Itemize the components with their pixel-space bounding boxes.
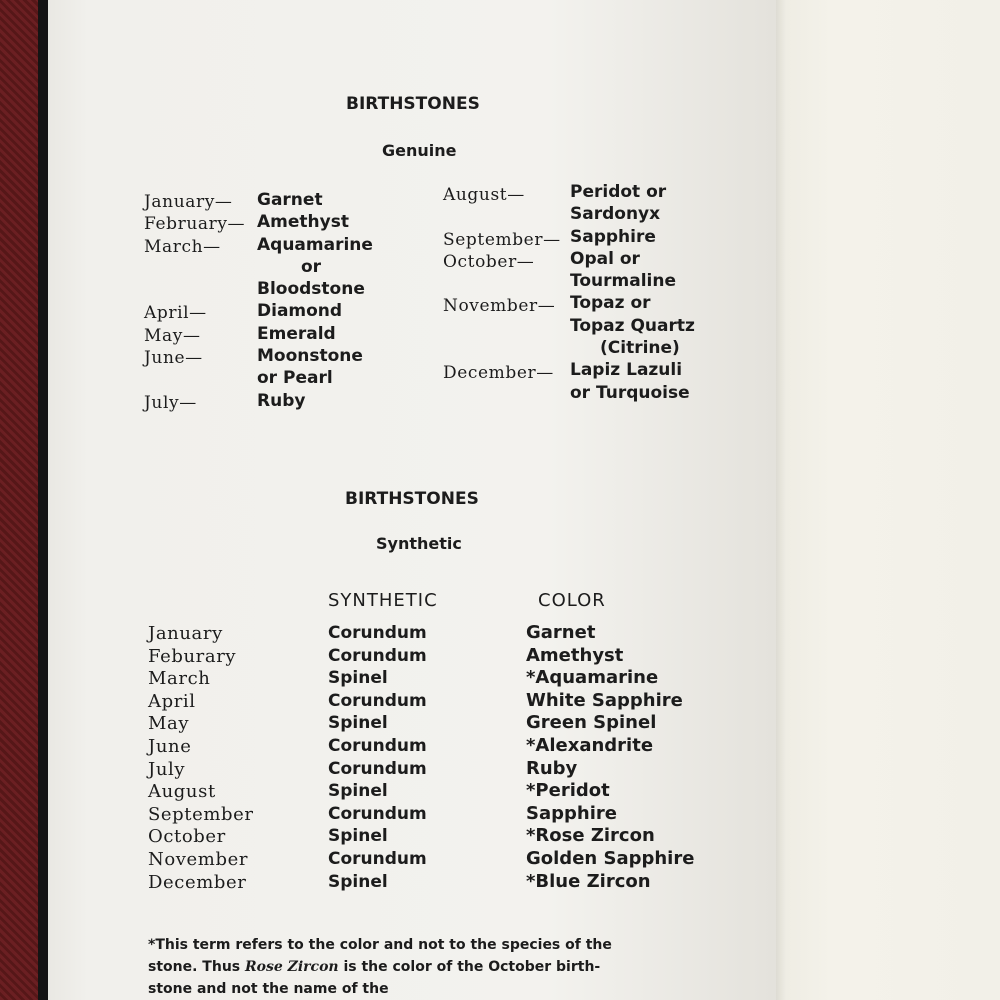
genuine-stone-july: Ruby bbox=[257, 390, 306, 411]
synthetic-month: May bbox=[148, 713, 190, 735]
synthetic-stone: Corundum bbox=[328, 848, 427, 869]
synthetic-stone: Corundum bbox=[328, 758, 427, 779]
color-name: Sapphire bbox=[526, 802, 617, 824]
genuine-stone-august-1: Peridot or bbox=[570, 182, 667, 202]
genuine-month-march: March— bbox=[144, 236, 221, 257]
synthetic-stone: Corundum bbox=[328, 645, 427, 666]
footnote-line-2-end: is the color of the October birth- bbox=[338, 959, 601, 975]
synthetic-month: June bbox=[148, 735, 192, 757]
genuine-stone-october-2: Tourmaline bbox=[570, 271, 676, 292]
color-name: Golden Sapphire bbox=[526, 847, 695, 869]
color-name: *Peridot bbox=[526, 780, 610, 802]
right-blank-page bbox=[772, 0, 1000, 1000]
genuine-month-december: December— bbox=[443, 363, 554, 384]
genuine-right-months bbox=[443, 184, 561, 385]
synthetic-stone: Spinel bbox=[328, 871, 388, 892]
genuine-month-january: January— bbox=[144, 192, 233, 212]
color-name: *Blue Zircon bbox=[526, 870, 651, 892]
synthetic-stone: Spinel bbox=[328, 826, 388, 847]
footnote-line-1: *This term refers to the color and not to the species of the bbox=[148, 937, 612, 953]
synthetic-month: Feburary bbox=[148, 645, 237, 667]
synthetic-stone: Spinel bbox=[328, 668, 388, 689]
color-name: Ruby bbox=[526, 757, 578, 779]
genuine-stone-august-2: Sardonyx bbox=[570, 204, 661, 225]
synthetic-stone: Corundum bbox=[328, 735, 427, 756]
synthetic-month: October bbox=[148, 826, 226, 848]
genuine-stone-march-1: Aquamarine bbox=[257, 234, 373, 255]
genuine-stone-november-3: (Citrine) bbox=[600, 338, 680, 359]
synthetic-title: BIRTHSTONES bbox=[345, 489, 479, 509]
genuine-stone-november-1: Topaz or bbox=[570, 293, 651, 314]
synthetic-month: July bbox=[148, 758, 186, 780]
synthetic-column-header: SYNTHETIC bbox=[328, 590, 438, 611]
synthetic-subtitle: Synthetic bbox=[376, 534, 462, 553]
synthetic-month-column bbox=[148, 623, 254, 894]
color-column bbox=[526, 622, 694, 893]
genuine-stone-june-1: Moonstone bbox=[257, 346, 363, 367]
genuine-title: BIRTHSTONES bbox=[346, 94, 480, 114]
genuine-month-june: June— bbox=[144, 348, 203, 369]
footnote-line-2-start: stone. Thus bbox=[148, 959, 245, 975]
genuine-month-october: October— bbox=[443, 251, 535, 272]
genuine-month-april: April— bbox=[144, 303, 207, 324]
synthetic-month: January bbox=[148, 623, 223, 644]
genuine-month-july: July— bbox=[144, 392, 197, 413]
color-name: *Aquamarine bbox=[526, 667, 659, 689]
synthetic-month: August bbox=[148, 781, 216, 803]
synthetic-stone-column bbox=[328, 622, 427, 893]
genuine-month-november: November— bbox=[443, 296, 556, 317]
genuine-right-stones bbox=[570, 181, 695, 404]
color-name: Garnet bbox=[526, 622, 596, 643]
footnote bbox=[148, 934, 728, 1000]
synthetic-stone: Corundum bbox=[328, 623, 427, 643]
synthetic-stone: Corundum bbox=[328, 803, 427, 824]
genuine-stone-march-2: Bloodstone bbox=[257, 279, 365, 300]
synthetic-stone: Corundum bbox=[328, 690, 427, 711]
genuine-stone-march-or: or bbox=[301, 256, 322, 277]
genuine-month-august: August— bbox=[443, 185, 525, 205]
color-name: Green Spinel bbox=[526, 712, 657, 734]
color-name: Amethyst bbox=[526, 644, 624, 666]
genuine-stone-february: Amethyst bbox=[257, 212, 349, 233]
genuine-stone-november-2: Topaz Quartz bbox=[570, 315, 695, 336]
footnote-emphasis: Rose Zircon bbox=[245, 959, 339, 975]
synthetic-stone: Spinel bbox=[328, 713, 388, 734]
synthetic-month: April bbox=[148, 690, 196, 712]
synthetic-month: November bbox=[148, 848, 249, 870]
footnote-line-2 bbox=[148, 956, 728, 978]
color-name: *Alexandrite bbox=[526, 734, 654, 756]
genuine-stone-december-1: Lapiz Lazuli bbox=[570, 360, 683, 381]
genuine-stone-april: Diamond bbox=[257, 301, 343, 322]
genuine-left-stones bbox=[257, 189, 373, 412]
genuine-stone-december-2: or Turquoise bbox=[570, 382, 690, 403]
synthetic-stone: Spinel bbox=[328, 781, 388, 802]
genuine-stone-january: Garnet bbox=[257, 190, 323, 210]
genuine-month-september: September— bbox=[443, 229, 561, 250]
genuine-month-may: May— bbox=[144, 325, 201, 346]
genuine-stone-june-2: or Pearl bbox=[257, 368, 333, 389]
left-book-page bbox=[48, 0, 776, 1000]
footnote-line-3: stone and not the name of the bbox=[148, 981, 389, 997]
genuine-subtitle: Genuine bbox=[382, 141, 457, 160]
synthetic-month: March bbox=[148, 668, 211, 690]
genuine-stone-september: Sapphire bbox=[570, 226, 656, 247]
synthetic-month: September bbox=[148, 803, 254, 825]
color-name: White Sapphire bbox=[526, 689, 683, 711]
genuine-month-february: February— bbox=[144, 214, 246, 235]
color-name: *Rose Zircon bbox=[526, 825, 655, 847]
genuine-stone-may: Emerald bbox=[257, 323, 336, 344]
genuine-left-months bbox=[144, 191, 245, 414]
synthetic-month: December bbox=[148, 871, 247, 893]
genuine-stone-october-1: Opal or bbox=[570, 248, 640, 269]
color-column-header: COLOR bbox=[538, 590, 606, 611]
